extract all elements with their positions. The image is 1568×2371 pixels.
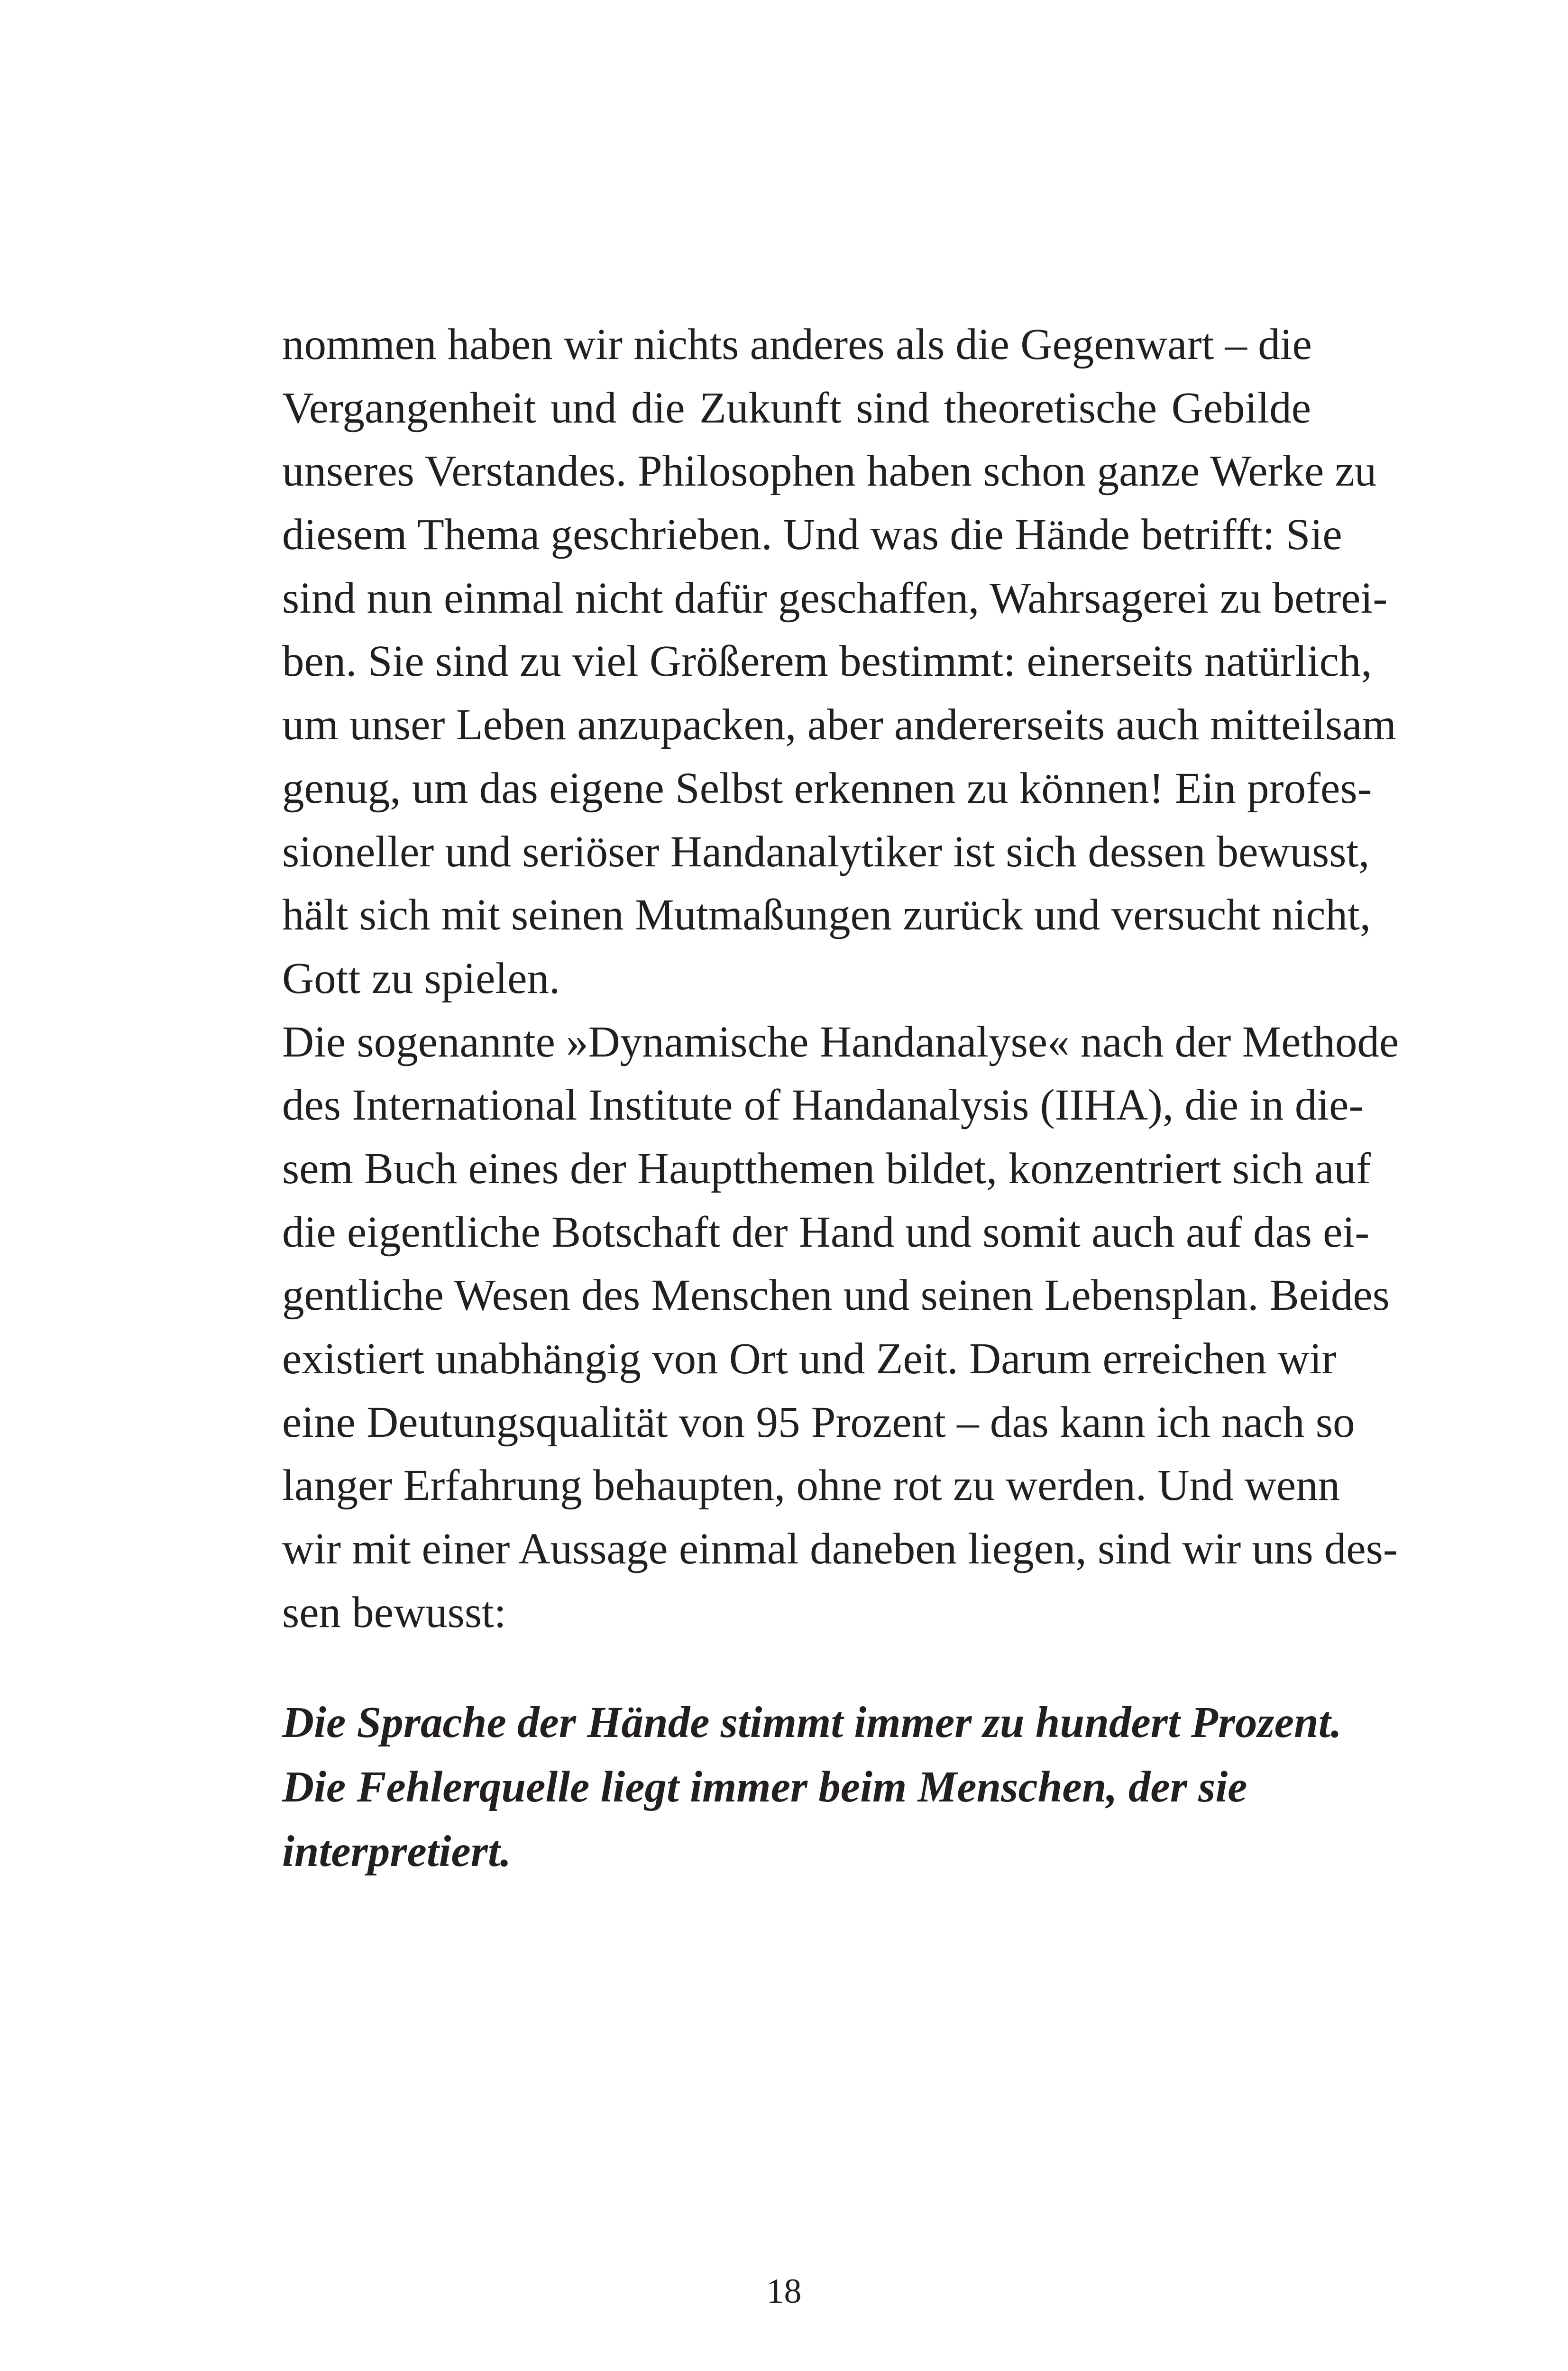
body-line: wir mit einer Aussage einmal daneben liegen, sind wir uns des-: [282, 1525, 1398, 1574]
body-line: diesem Thema geschrieben. Und was die Hände betrifft: Sie: [282, 510, 1342, 560]
body-line: Die sogenannte »Dynamische Handanalyse« nach der Methode: [282, 1017, 1399, 1066]
body-line: sind nun einmal nicht dafür geschaffen, Wahrsagerei zu betrei-: [282, 573, 1388, 623]
body-line: eine Deutungsqualität von 95 Prozent – das kann ich nach so: [282, 1397, 1355, 1447]
body-line: ben. Sie sind zu viel Größerem bestimmt: einerseits natürlich,: [282, 637, 1372, 686]
body-line: hält sich mit seinen Mutmaßungen zurück und versucht nicht,: [282, 891, 1371, 940]
body-line: gentliche Wesen des Menschen und seinen Lebensplan. Beides: [282, 1271, 1390, 1320]
body-line: sem Buch eines der Hauptthemen bildet, konzentriert sich auf: [282, 1144, 1371, 1193]
quote-line: interpretiert.: [282, 1827, 512, 1876]
body-text: [282, 313, 1399, 1644]
body-line: Vergangenheit und die Zukunft sind theoretische Gebilde: [282, 383, 1311, 432]
body-line: genug, um das eigene Selbst erkennen zu können! Ein profes-: [282, 763, 1372, 813]
body-line: die eigentliche Botschaft der Hand und somit auch auf das ei-: [282, 1207, 1370, 1257]
body-line: Gott zu spielen.: [282, 954, 560, 1003]
body-line: um unser Leben anzupacken, aber andererseits auch mitteilsam: [282, 700, 1396, 750]
quote-line: Die Fehlerquelle liegt immer beim Menschen, der sie: [282, 1763, 1247, 1811]
page-number: 18: [766, 2272, 802, 2311]
body-line: des International Institute of Handanalysis (IIHA), die in die-: [282, 1081, 1364, 1130]
body-line: existiert unabhängig von Ort und Zeit. Darum erreichen wir: [282, 1334, 1337, 1383]
body-line: unseres Verstandes. Philosophen haben schon ganze Werke zu: [282, 447, 1377, 496]
body-line: sioneller und seriöser Handanalytiker ist sich dessen bewusst,: [282, 827, 1370, 876]
body-line: sen bewusst:: [282, 1588, 506, 1637]
highlighted-quote: [282, 1691, 1342, 1884]
body-line: nommen haben wir nichts anderes als die Gegenwart – die: [282, 320, 1312, 369]
quote-line: Die Sprache der Hände stimmt immer zu hundert Prozent.: [282, 1698, 1342, 1747]
body-line: langer Erfahrung behaupten, ohne rot zu werden. Und wenn: [282, 1461, 1340, 1510]
